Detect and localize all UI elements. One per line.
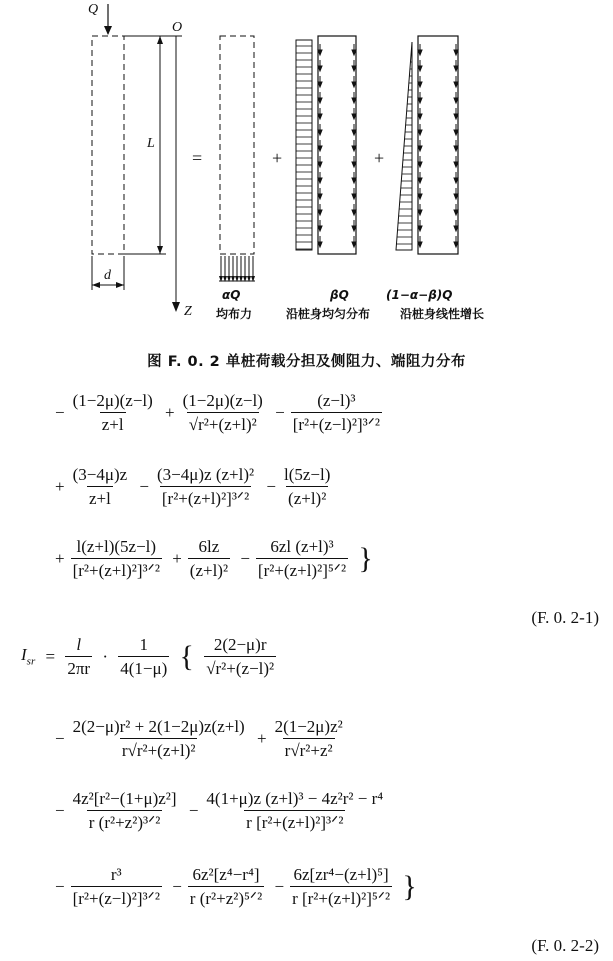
beta-desc-caption: 沿桩身均匀分布 xyxy=(286,307,371,321)
equation-number-2: (F. 0. 2-2) xyxy=(531,936,599,955)
gamma-desc-caption: 沿桩身线性增长 xyxy=(400,307,485,321)
equation-line-5: − $\frac{\text{2(2−μ)r² + 2(1−2μ)z(z+l)}}{\text{r√r²+(z+l)²}}$ + $\frac{\text{2(1−2μ)z²}}{\text{r√r²+z²}}$ xyxy=(55,717,343,760)
equals-sign: = xyxy=(192,148,203,168)
pile-linear xyxy=(418,36,458,254)
diameter-label: d xyxy=(104,268,111,283)
pile-beta xyxy=(318,36,356,254)
pile-alpha xyxy=(220,36,254,254)
z-axis-label: Z xyxy=(184,304,192,319)
pile-outline xyxy=(92,36,124,254)
plus-sign: + xyxy=(272,148,283,168)
figure-title: 图 F. 0. 2 单桩荷载分担及侧阻力、端阻力分布 xyxy=(147,354,466,370)
equation-line-2: + $\frac{(3-4\mu)z}{z+l}$ − $\frac{\text{(3−4μ)z (z+l)²}}{\text{[r²+(z+l)²]³ᐟ²}}$ − $\frac{l(5z-l)}{\text{(z+l)²}}$ xyxy=(55,465,331,508)
equation-line-7: − $\frac{\text{r³}}{\text{[r²+(z−l)²]³ᐟ²}}$ − $\frac{\text{6z²[z⁴−r⁴]}}{\text{r (r²+z²)⁵ᐟ²}}$ − $\frac{\text{6z[zr⁴−(z+l)⁵]}}{\text{r [r²+(z+l)²]⁵ᐟ²}}$ } xyxy=(55,865,417,908)
q-label: Q xyxy=(88,2,99,17)
equation-line-1: − $\frac{(1-2\mu)(z-l)}{z+l}$ + $\frac{(1-2\mu)(z-l)}{\text{√r²+(z+l)²}}$ − $\frac{\text{(z−l)³}}{\text{[r²+(z−l)²]³ᐟ²}}$ xyxy=(55,391,381,434)
equation-line-6: − $\frac{\text{4z²[r²−(1+μ)z²]}}{\text{r (r²+z²)³ᐟ²}}$ − $\frac{\text{4(1+μ)z (z+l)³ − 4z²r² − r⁴}}{\text{r [r²+(z+l)²]³ᐟ²}}$ xyxy=(55,789,384,832)
pile-load-figure xyxy=(0,0,613,345)
equation-isr: $I_{sr}$ = $\frac{l}{2\pi r}$ · $\frac{1}{4(1-\mu)}$ { $\frac{2(2-\mu)r}{\text{√r²+(z−l)²}}$ xyxy=(21,635,275,678)
equation-number-1: (F. 0. 2-1) xyxy=(531,608,599,627)
alpha-q-caption: αQ xyxy=(222,288,241,302)
length-label: L xyxy=(147,136,155,151)
alpha-desc-caption: 均布力 xyxy=(216,307,253,321)
equation-line-3: + $\frac{l(z+l)(5z-l)}{\text{[r²+(z+l)²]³ᐟ²}}$ + $\frac{6lz}{\text{(z+l)²}}$ − $\frac{\text{6zl (z+l)³}}{\text{[r²+(z+l)²]⁵ᐟ²}}$ } xyxy=(55,537,373,580)
plus-sign: + xyxy=(374,148,385,168)
gamma-q-caption: (1−α−β)Q xyxy=(386,288,453,302)
beta-q-caption: βQ xyxy=(330,288,349,302)
origin-label: O xyxy=(172,20,183,35)
